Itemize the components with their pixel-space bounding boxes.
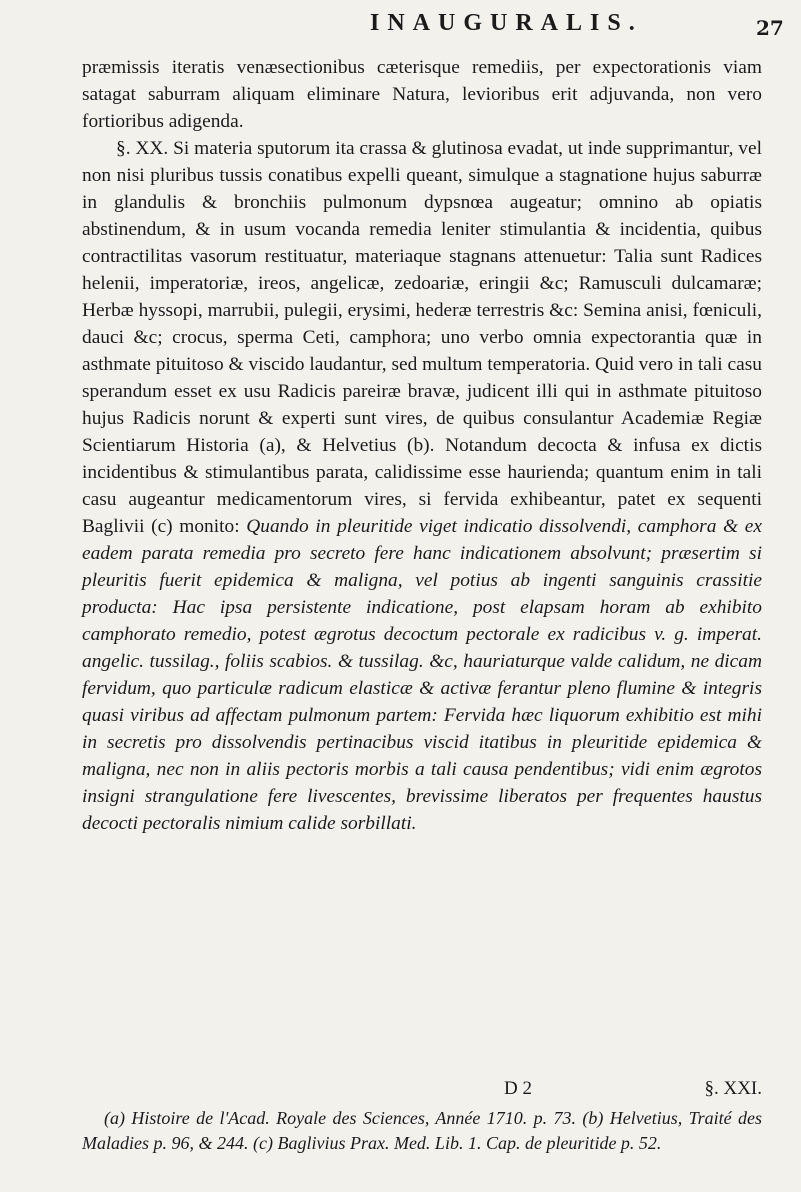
signature-mark: D 2 xyxy=(504,1078,532,1099)
section-xx-text: §. XX. Si materia sputorum ita crassa & glutinosa evadat, ut inde supprimantur, vel non nisi pluribus tussis conatibus expelli queant, simulque a stagnatione hujus saburræ in glandulis & bronchiis pulmonum dypsnœa augeatur; omnino ab opiatis abstinendum, & in usum vocanda remedia leniter stimulantia & incidentia, quibus contractilitas vasorum restituatur, materiaque stagnans attenuetur: Talia sunt Radices helenii, imperatoriæ, ireos, angelicæ, zedoariæ, eringii &c; Ramusculi dulcamaræ; Herbæ hyssopi, marrubii, pulegii, erysimi, hederæ terrestris &c: Semina anisi, fœniculi, dauci &c; crocus, sperma Ceti, camphora; uno verbo omnia expectorantia quæ in asthmate pituitoso & viscido laudantur, sed multum temperatoria. Quid vero in tali casu sperandum esset ex usu Radicis pareiræ bravæ, judicent illi qui in asthmate pituitoso hujus Radicis norunt & experti sunt vires, de quibus consulantur Academiæ Regiæ Scientiarum Historia (a), & Helvetius (b). Notandum decocta & infusa ex dictis incidentibus & stimulantibus parata, calidissime esse haurienda; quantum enim in tali casu augeantur medicamentorum vires, si fervida exhibeantur, patet ex sequenti Baglivii (c) monito: xyxy=(82,138,762,537)
page-number: 27 xyxy=(756,16,784,40)
paragraph-section-xx xyxy=(82,135,762,837)
baglivius-quotation: Quando in pleuritide viget indicatio dissolvendi, camphora & ex eadem parata remedia pro secreto fere hanc indicationem absolvunt; præsertim si pleuritis fuerit epidemica & maligna, vel potius ab ingenti sanguinis crassitie producta: Hac ipsa persistente indicatione, post elapsam horam ab exhibito camphorato remedio, potest ægrotus decoctum pectorale ex radicibus v. g. imperat. angelic. tussilag., foliis scabios. & tussilag. &c, hauriaturque valde calidum, ne dicam fervidum, quo particulæ radicum elasticæ & activæ ferantur pleno flumine & integris quasi viribus ad affectam pulmonum partem: Fervida hæc liquorum exhibitio est mihi in secretis pro dissolvendis pertinacibus viscid itatibus in pleuritide epidemica & maligna, nec non in aliis pectoris morbis a tali causa pendentibus; vidi enim ægrotos insigni strangulatione fere livescentes, brevissime liberatos per frequentes haustus decocti pectoralis nimium calide sorbillati. xyxy=(82,516,762,834)
body-text xyxy=(82,54,762,837)
running-head xyxy=(0,10,801,50)
running-title: INAUGURALIS. xyxy=(370,10,643,36)
paragraph-continuation: præmissis iteratis venæsectionibus cæterisque remediis, per expectorationis viam satagat saburram aliquam eliminare Natura, levioribus erit adjuvanda, non vero fortioribus adigenda. xyxy=(82,57,762,132)
catchword: §. XXI. xyxy=(704,1078,762,1099)
footnotes xyxy=(82,1106,762,1156)
footnote-text: (a) Histoire de l'Acad. Royale des Sciences, Année 1710. p. 73. (b) Helvetius, Traité des Maladies p. 96, & 244. (c) Baglivius Prax. Med. Lib. 1. Cap. de pleuritide p. 52. xyxy=(82,1108,762,1153)
catchline xyxy=(82,1078,762,1104)
